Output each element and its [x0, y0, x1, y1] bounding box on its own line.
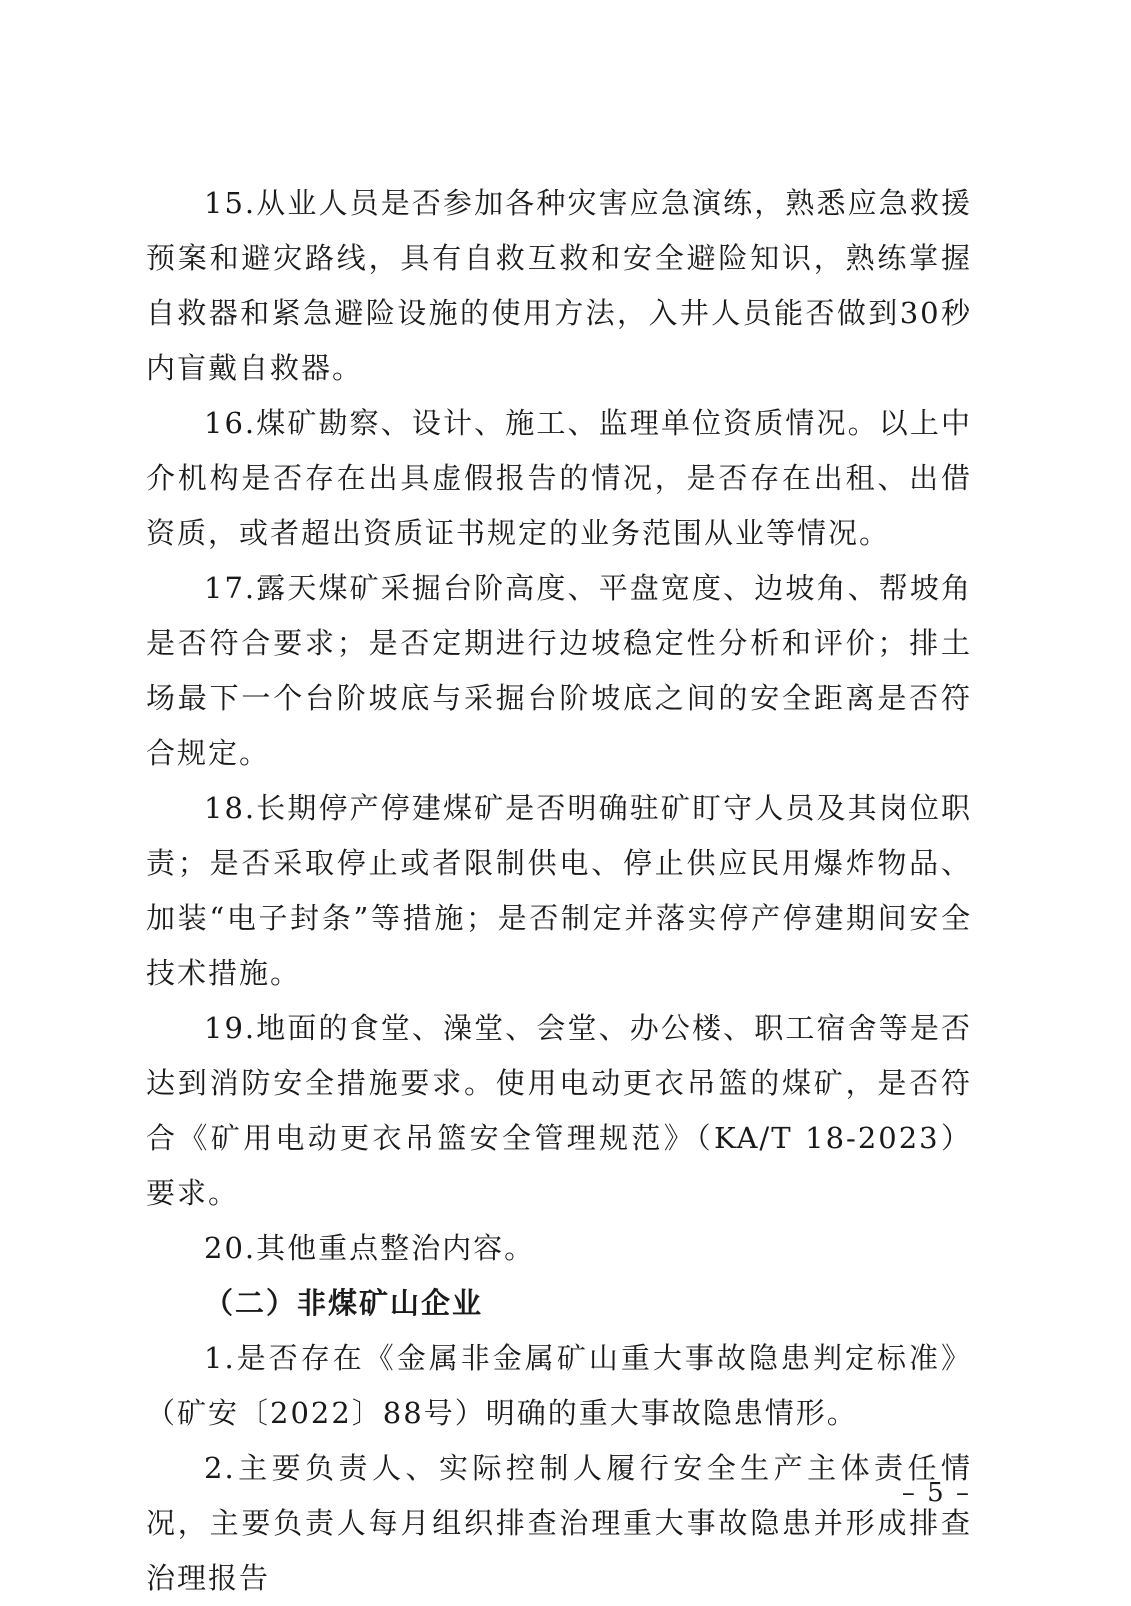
section-paragraph-item-1: 1.是否存在《金属非金属矿山重大事故隐患判定标准》（矿安〔2022〕88号）明确的重大事故隐患情形。 — [146, 1341, 972, 1430]
page-number: – 5 – — [901, 1478, 971, 1508]
paragraph-item-19: 19.地面的食堂、澡堂、会堂、办公楼、职工宿舍等是否达到消防安全措施要求。使用电动更衣吊篮的煤矿，是否符合《矿用电动更衣吊篮安全管理规范》（KA/T 18-2023）要求。 — [146, 1011, 972, 1210]
paragraph-item-17: 17.露天煤矿采掘台阶高度、平盘宽度、边坡角、帮坡角是否符合要求；是否定期进行边坡稳定性分析和评价；排土场最下一个台阶坡底与采掘台阶坡底之间的安全距离是否符合规定。 — [146, 571, 972, 770]
paragraph-item-15: 15.从业人员是否参加各种灾害应急演练，熟悉应急救援预案和避灾路线，具有自救互救和安全避险知识，熟练掌握自救器和紧急避险设施的使用方法，入井人员能否做到30秒内盲戴自救器。 — [146, 186, 972, 385]
paragraph-item-18: 18.长期停产停建煤矿是否明确驻矿盯守人员及其岗位职责；是否采取停止或者限制供电、停止供应民用爆炸物品、加装“电子封条”等措施；是否制定并落实停产停建期间安全技术措施。 — [146, 791, 972, 990]
paragraph-item-16: 16.煤矿勘察、设计、施工、监理单位资质情况。以上中介机构是否存在出具虚假报告的情况，是否存在出租、出借资质，或者超出资质证书规定的业务范围从业等情况。 — [146, 406, 972, 550]
paragraph-item-20: 20.其他重点整治内容。 — [204, 1231, 536, 1265]
document-body — [146, 176, 972, 1606]
section-heading: （二）非煤矿山企业 — [204, 1286, 484, 1320]
section-paragraph-item-2: 2.主要负责人、实际控制人履行安全生产主体责任情况，主要负责人每月组织排查治理重大事故隐患并形成排查治理报告 — [146, 1451, 972, 1595]
